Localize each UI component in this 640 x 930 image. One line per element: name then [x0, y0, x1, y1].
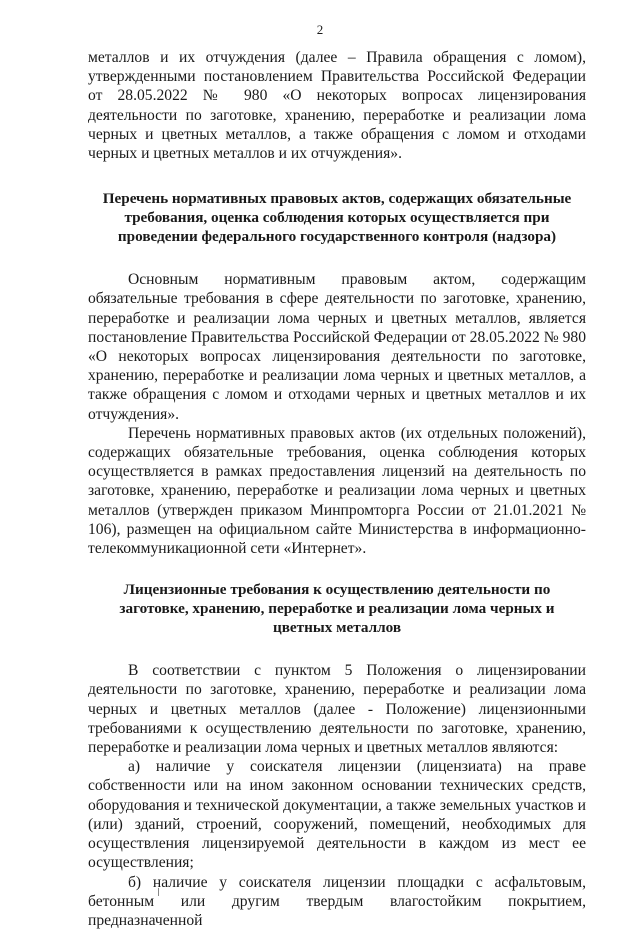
- paragraph-requirements-intro: В соответствии с пунктом 5 Положения о лицензировании деятельности по заготовке, хранению, переработке и реализации лома черных и цветных металлов (далее - Положение) лицензионными требованиями к осуществлению деятельности по заготовке, хранению, переработке и реализации лома черных и цветных металлов являются:: [88, 661, 586, 757]
- scan-artifact: [158, 888, 171, 896]
- paragraph-main-act: Основным нормативным правовым актом, содержащим обязательные требования в сфере деятельности по заготовке, хранению, переработке и реализации лома черных и цветных металлов, является постановление Правительства Российской Федерации от 28.05.2022 № 980 «О некоторых вопросах лицензирования деятельности по заготовке, хранению, переработке и реализации лома черных и цветных металлов, а также обращения с ломом и отходами черных и цветных металлов и их отчуждения».: [88, 270, 586, 424]
- list-item-b: б) наличие у соискателя лицензии площадки с асфальтовым, бетонным или другим твердым влагостойким покрытием, предназначенной: [88, 873, 586, 930]
- document-body: [88, 48, 586, 930]
- page-number: 2: [0, 22, 640, 38]
- paragraph-continuation: металлов и их отчуждения (далее – Правила обращения с ломом), утвержденными постановлением Правительства Российской Федерации от 28.05.2022 № 980 «О некоторых вопросах лицензирования деятельности по заготовке, хранению, переработке и реализации лома черных и цветных металлов, а также обращения с ломом и отходами черных и цветных металлов и их отчуждения».: [88, 48, 586, 163]
- section-heading-license-requirements: Лицензионные требования к осуществлению деятельности по заготовке, хранению, переработке и реализации лома черных и цветных металлов: [88, 580, 586, 637]
- paragraph-acts-list: Перечень нормативных правовых актов (их отдельных положений), содержащих обязательные требования, оценка соблюдения которых осуществляется в рамках предоставления лицензий на деятельность по заготовке, хранению, переработке и реализации лома черных и цветных металлов (утвержден приказом Минпромторга России от 21.01.2021 № 106), размещен на официальном сайте Министерства в информационно-телекоммуникационной сети «Интернет».: [88, 424, 586, 558]
- section-heading-normative-acts: Перечень нормативных правовых актов, содержащих обязательные требования, оценка соблюдения которых осуществляется при проведении федерального государственного контроля (надзора): [88, 189, 586, 246]
- list-item-a: а) наличие у соискателя лицензии (лицензиата) на праве собственности или на ином законном основании технических средств, оборудования и технической документации, а также земельных участков и (или) зданий, строений, сооружений, помещений, необходимых для осуществления лицензируемой деятельности в каждом из мест ее осуществления;: [88, 757, 586, 872]
